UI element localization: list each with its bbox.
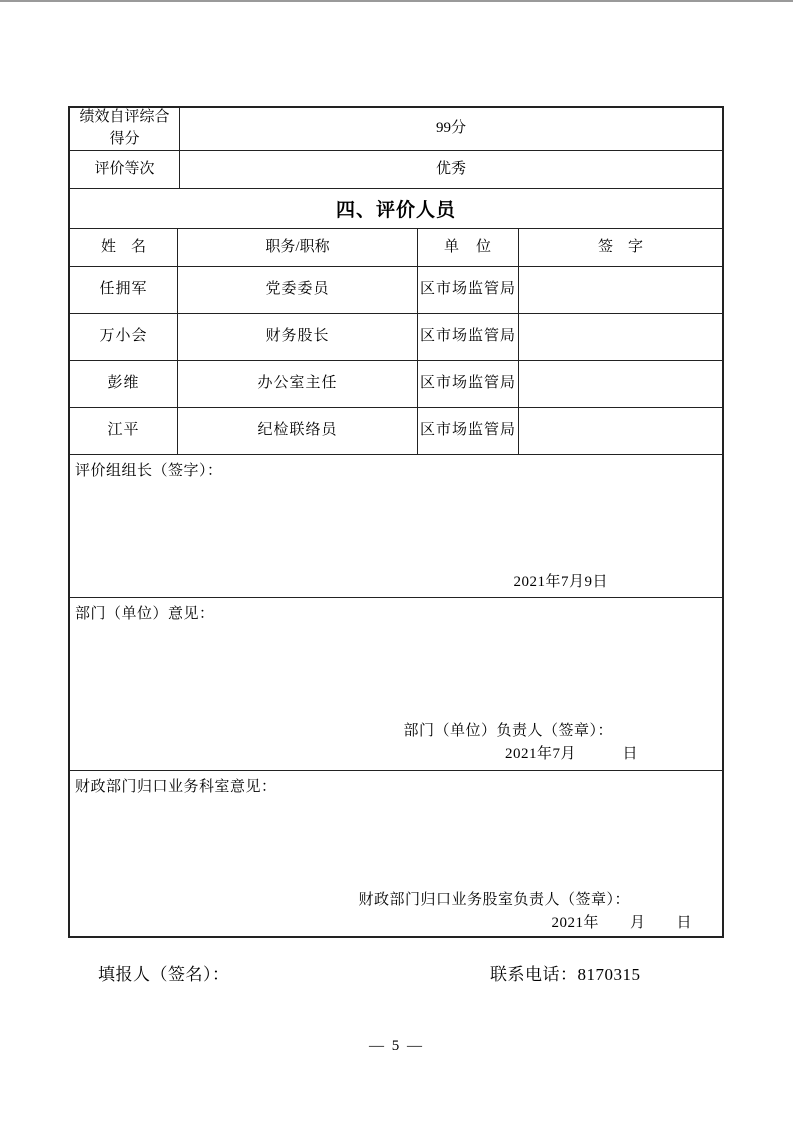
section-title: 四、评价人员 [335, 200, 456, 221]
finance-opinion-section [70, 770, 722, 936]
evaluation-form-table [68, 106, 724, 938]
reporter-signature-label: 填报人（签名）： [98, 965, 230, 984]
leader-signoff-label: 评价组组长（签字）： [75, 463, 223, 479]
score-row-label: 绩效自评综合得分 [70, 108, 180, 150]
score-row-value: 99分 [435, 120, 466, 137]
cell-name: 万小会 [70, 314, 178, 360]
finance-date-line: 2021年 月 日 [551, 915, 692, 931]
department-date-line: 2021年7月 日 [504, 746, 638, 762]
cell-sign [519, 267, 722, 313]
cell-name: 江平 [70, 408, 178, 454]
finance-opinion-label: 财政部门归口业务科室意见： [75, 779, 277, 795]
personnel-header-row [70, 228, 722, 266]
finance-responsible-line: 财政部门归口业务股室负责人（签章）： [358, 892, 630, 908]
header-name: 姓 名 [70, 229, 178, 266]
leader-signoff-section [70, 454, 722, 597]
header-sign: 签 字 [597, 238, 643, 255]
cell-sign [519, 314, 722, 360]
grade-row [70, 150, 722, 188]
cell-unit: 区市场监管局 [418, 361, 519, 407]
scan-artifact-edge [0, 0, 793, 2]
grade-row-label: 评价等次 [70, 151, 180, 188]
cell-sign [519, 408, 722, 454]
contact-phone: 联系电话：8170315 [490, 965, 641, 984]
cell-sign [519, 361, 722, 407]
department-opinion-section [70, 597, 722, 770]
header-title: 职务/职称 [178, 229, 418, 266]
table-row [70, 360, 722, 407]
leader-signoff-date: 2021年7月9日 [513, 574, 608, 590]
cell-unit: 区市场监管局 [418, 314, 519, 360]
score-row [70, 108, 722, 150]
header-unit: 单 位 [418, 229, 519, 266]
grade-row-value: 优秀 [435, 160, 466, 177]
table-row [70, 407, 722, 454]
page-number: — 5 — [369, 1038, 424, 1054]
table-row [70, 313, 722, 360]
cell-title: 财务股长 [178, 314, 418, 360]
section-header-row [70, 188, 722, 228]
department-opinion-label: 部门（单位）意见： [75, 606, 215, 622]
cell-title: 纪检联络员 [178, 408, 418, 454]
cell-unit: 区市场监管局 [418, 408, 519, 454]
cell-unit: 区市场监管局 [418, 267, 519, 313]
cell-name: 任拥军 [70, 267, 178, 313]
cell-title: 办公室主任 [178, 361, 418, 407]
cell-name: 彭维 [70, 361, 178, 407]
cell-title: 党委委员 [178, 267, 418, 313]
department-responsible-line: 部门（单位）负责人（签章）： [403, 723, 613, 739]
table-row [70, 266, 722, 313]
